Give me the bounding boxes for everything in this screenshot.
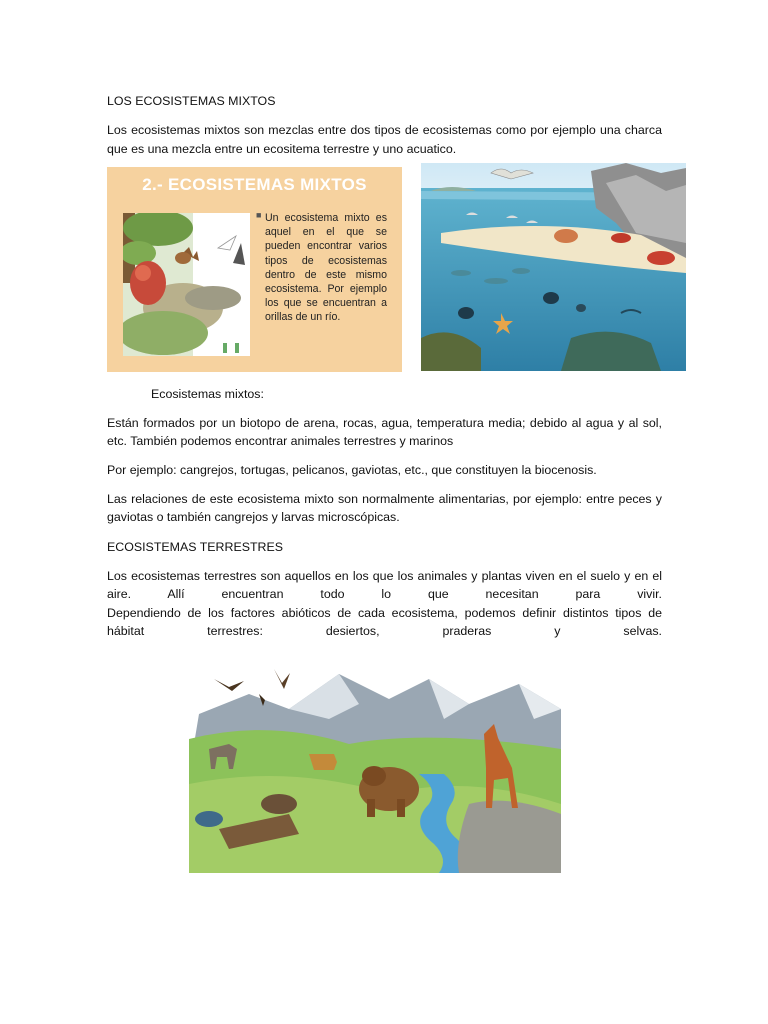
- terrestrial-ecosystem-illustration: [189, 664, 561, 873]
- formados-line-2: etc. También podemos encontrar animales terrestres y marinos: [107, 434, 454, 448]
- intro-line-2: que es una mezcla entre un ecositema terrestre y uno acuatico.: [107, 142, 457, 156]
- formados-line-1: Están formados por un biotopo de arena, rocas, agua, temperatura media; debido al agua y al sol,: [107, 416, 662, 430]
- coastal-ecosystem-illustration: [421, 163, 686, 371]
- terrestres-line-3: Dependiendo de los factores abióticos de cada ecosistema, podemos definir distintos tipos de: [107, 606, 662, 620]
- card-title: 2.- ECOSISTEMAS MIXTOS: [142, 175, 367, 194]
- terrestres-line-4: hábitat terrestres: desiertos, praderas y selvas.: [107, 624, 662, 638]
- heading-terrestres: ECOSISTEMAS TERRESTRES: [107, 540, 284, 554]
- card-text: Un ecosistema mixto es aquel en el que se pueden encontrar varios tipos de ecosistemas dentro de este mismo ecosistema. Por ejemplo los que se encuentran a orillas de un río.: [265, 212, 387, 324]
- bullet-icon: ■: [256, 210, 262, 220]
- heading-mixed: LOS ECOSISTEMAS MIXTOS: [107, 94, 276, 108]
- ejemplo-paragraph: Por ejemplo: cangrejos, tortugas, pelicanos, gaviotas, etc., que constituyen la biocenosis.: [107, 463, 597, 477]
- riverbank-illustration: [123, 213, 250, 356]
- mixed-ecosystem-card: [107, 167, 402, 372]
- intro-line-1: Los ecosistemas mixtos son mezclas entre dos tipos de ecosistemas como por ejemplo una charca: [107, 123, 662, 137]
- terrestres-line-2: aire. Allí encuentran todo lo que necesitan para vivir.: [107, 587, 662, 601]
- subheading-mixed: Ecosistemas mixtos:: [151, 387, 264, 401]
- terrestres-line-1: Los ecosistemas terrestres son aquellos en los que los animales y plantas viven en el suelo y en el: [107, 569, 662, 583]
- relaciones-line-2: gaviotas o también cangrejos y larvas microscópicas.: [107, 510, 400, 524]
- relaciones-line-1: Las relaciones de este ecosistema mixto son normalmente alimentarias, por ejemplo: entre peces y: [107, 492, 662, 506]
